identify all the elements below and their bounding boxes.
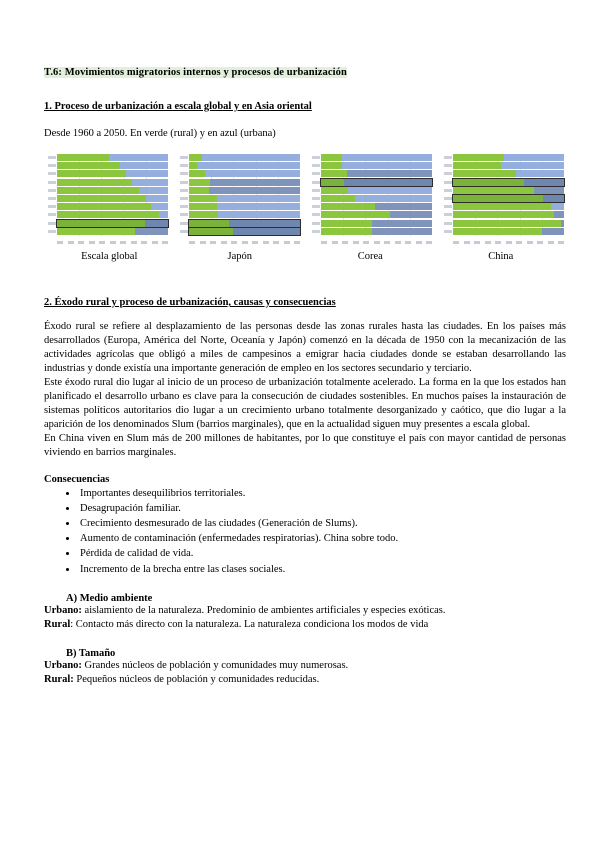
bar-segment-rural <box>321 220 372 227</box>
bar-segment-urbana <box>132 179 168 186</box>
x-tick-label <box>189 241 195 244</box>
y-tick-label <box>310 228 320 235</box>
bar-segment-rural <box>453 170 516 177</box>
y-tick-label <box>178 170 188 177</box>
block-a-heading: A) Medio ambiente <box>66 592 153 604</box>
bar-segment-urbana <box>126 170 168 177</box>
x-tick-label <box>332 241 338 244</box>
section-1-heading: 1. Proceso de urbanización a escala global y en Asia oriental <box>44 101 312 112</box>
y-tick-label <box>178 179 188 186</box>
bar-segment-urbana <box>159 211 168 218</box>
bar-segment-rural <box>57 179 132 186</box>
x-tick-label <box>284 241 290 244</box>
chart-plot-japon <box>189 154 300 236</box>
bar-row <box>57 203 168 210</box>
bar-row <box>189 179 300 186</box>
chart-plot-corea <box>321 154 432 236</box>
x-tick-label <box>221 241 227 244</box>
x-tick-label <box>110 241 116 244</box>
x-tick-label <box>506 241 512 244</box>
x-tick-label <box>210 241 216 244</box>
y-tick-label <box>46 228 56 235</box>
y-tick-label <box>310 203 320 210</box>
paragraph-china-slum: En China viven en Slum más de 200 millones de habitantes, por lo que constituye el país con mayor cantidad de personas viviendo en barrios marginales. <box>44 432 566 458</box>
bar-segment-urbana <box>342 162 432 169</box>
bar-segment-urbana <box>542 228 564 235</box>
chart-plot-global <box>57 154 168 236</box>
bar-segment-urbana <box>501 162 564 169</box>
x-tick-label <box>405 241 411 244</box>
bar-segment-rural <box>57 220 145 227</box>
block-a-rural <box>44 618 566 632</box>
section2-heading-line <box>44 292 566 320</box>
block-a-rural-text: : Contacto más directo con la naturaleza. La naturaleza condiciona los modos de vida <box>70 619 429 631</box>
consecuencias-list <box>44 486 566 577</box>
y-tick-label <box>442 179 452 186</box>
bar-segment-urbana <box>372 228 432 235</box>
chart-corea <box>308 151 434 247</box>
bar-row <box>57 162 168 169</box>
bars-japon <box>189 154 300 235</box>
bar-segment-rural <box>57 187 139 194</box>
bar-row <box>453 154 564 161</box>
bar-segment-urbana <box>504 154 564 161</box>
block-a-rural-label: Rural <box>44 619 71 631</box>
x-tick-label <box>384 241 390 244</box>
block-a-urbano <box>44 604 566 618</box>
x-tick-label <box>353 241 359 244</box>
block-b-rural-text: Pequeños núcleos de población y comunidades reducidas. <box>73 674 320 686</box>
y-tick-label <box>46 220 56 227</box>
bar-segment-urbana <box>218 211 300 218</box>
bar-segment-rural <box>189 179 210 186</box>
y-tick-label <box>310 170 320 177</box>
x-tick-label <box>548 241 554 244</box>
bar-row <box>57 195 168 202</box>
bar-segment-urbana <box>342 154 432 161</box>
bar-segment-rural <box>453 211 554 218</box>
x-tick-label <box>537 241 543 244</box>
x-axis-global <box>57 236 168 246</box>
bar-segment-rural <box>189 162 197 169</box>
bar-segment-rural <box>321 154 342 161</box>
bar-row <box>57 220 168 227</box>
chart-strip <box>44 151 566 247</box>
bar-segment-rural <box>453 220 561 227</box>
block-b-urbano-label: Urbano: <box>44 660 82 672</box>
chart-caption-japon: Japón <box>227 251 252 262</box>
y-tick-label <box>46 211 56 218</box>
bar-row <box>453 179 564 186</box>
list-item: • Crecimiento desmesurado de las ciudades (Generación de Slums). <box>78 516 566 531</box>
bar-segment-rural <box>57 162 120 169</box>
section-2-heading: 2. Éxodo rural y proceso de urbanización, causas y consecuencias <box>44 297 336 308</box>
bar-row <box>321 187 432 194</box>
bar-segment-urbana <box>217 203 300 210</box>
y-tick-label <box>442 211 452 218</box>
bar-segment-urbana <box>210 179 300 186</box>
y-tick-label <box>46 195 56 202</box>
block-a-urbano-label: Urbano: <box>44 604 82 616</box>
x-tick-label <box>395 241 401 244</box>
bar-row <box>453 228 564 235</box>
x-tick-label <box>464 241 470 244</box>
y-tick-label <box>442 203 452 210</box>
bar-segment-urbana <box>229 220 300 227</box>
x-tick-label <box>57 241 63 244</box>
bar-segment-rural <box>189 195 217 202</box>
bar-segment-urbana <box>347 170 432 177</box>
bar-segment-rural <box>453 179 524 186</box>
block-b-rural-label: Rural: <box>44 674 74 686</box>
bar-segment-rural <box>57 211 159 218</box>
bar-segment-rural <box>57 228 135 235</box>
bar-segment-rural <box>57 195 146 202</box>
x-tick-label <box>294 241 300 244</box>
block-b-urbano <box>44 659 566 673</box>
bar-segment-rural <box>321 179 344 186</box>
bar-segment-urbana <box>561 220 564 227</box>
x-tick-label <box>453 241 459 244</box>
bar-segment-urbana <box>516 170 564 177</box>
bar-row <box>453 187 564 194</box>
bar-segment-urbana <box>233 228 300 235</box>
chart-china <box>440 151 566 247</box>
x-tick-label <box>263 241 269 244</box>
paragraph-urbanizacion: Este éxodo rural dio lugar al inicio de un proceso de urbanización totalmente acelerado. La forma en la que los estados han planificado el desarrollo urbano es clave para la consecución de ciudades sostenibles. En muchos países la instauración de sistemas políticos autoritarios dio lugar a un crecimiento urbano totalmente desorganizado y caótico, que dio lugar a la aparición de los denominados Slum (barrios marginales), que en la actualidad siguen muy presentes a escala global. <box>44 376 566 430</box>
bar-segment-rural <box>189 220 229 227</box>
x-tick-label <box>89 241 95 244</box>
bar-segment-urbana <box>145 220 168 227</box>
bar-segment-rural <box>57 170 126 177</box>
bar-row <box>321 170 432 177</box>
x-tick-label <box>141 241 147 244</box>
bar-segment-urbana <box>205 170 300 177</box>
y-tick-label <box>178 195 188 202</box>
bar-row <box>57 154 168 161</box>
bar-row <box>321 211 432 218</box>
y-tick-label <box>310 179 320 186</box>
bar-segment-rural <box>453 195 543 202</box>
x-tick-label <box>416 241 422 244</box>
chart-caption-corea: Corea <box>357 251 383 262</box>
bar-segment-rural <box>57 203 151 210</box>
bar-row <box>321 220 432 227</box>
bar-row <box>189 211 300 218</box>
block-b-heading: B) Tamaño <box>66 648 116 660</box>
x-tick-label <box>252 241 258 244</box>
bar-segment-rural <box>189 154 202 161</box>
y-tick-label <box>178 187 188 194</box>
section1-heading-line <box>44 96 566 128</box>
bar-segment-urbana <box>554 211 564 218</box>
bar-row <box>453 162 564 169</box>
y-tick-label <box>442 195 452 202</box>
x-axis-japon <box>189 236 300 246</box>
bar-segment-urbana <box>139 187 168 194</box>
y-tick-label <box>178 162 188 169</box>
bar-segment-rural <box>321 170 347 177</box>
bar-row <box>57 228 168 235</box>
y-tick-label <box>442 154 452 161</box>
y-tick-label <box>178 211 188 218</box>
section-1-lead: Desde 1960 a 2050. En verde (rural) y en azul (urbana) <box>44 128 276 139</box>
y-tick-label <box>442 187 452 194</box>
bar-segment-rural <box>453 187 534 194</box>
paragraph-exodo-rural: Éxodo rural se refiere al desplazamiento de las personas desde las zonas rurales hasta las ciudades. En los países más desarrollados (Europa, América del Norte, Oceanía y Japón) comenzó en la década de 1950 con la mecanización de las actividades agrícolas que obligó a miles de campesinos a emigrar hacia ciudades donde se estaban desarrollando las industrias y donde existía una importante generación de empleo en los sectores secundario y terciario. <box>44 321 566 374</box>
list-item: • Desagrupación familiar. <box>78 501 566 516</box>
y-tick-label <box>46 170 56 177</box>
y-tick-label <box>178 154 188 161</box>
x-tick-label <box>474 241 480 244</box>
bars-china <box>453 154 564 235</box>
bar-segment-urbana <box>344 179 432 186</box>
x-tick-label <box>68 241 74 244</box>
bar-row <box>189 195 300 202</box>
y-tick-label <box>178 203 188 210</box>
x-tick-label <box>273 241 279 244</box>
y-tick-label <box>442 220 452 227</box>
chart-caption-china: China <box>488 251 514 262</box>
bar-row <box>321 195 432 202</box>
bar-row <box>453 211 564 218</box>
x-tick-label <box>78 241 84 244</box>
bar-segment-urbana <box>355 195 432 202</box>
bar-segment-rural <box>453 162 501 169</box>
bar-segment-rural <box>189 211 218 218</box>
bar-segment-urbana <box>348 187 432 194</box>
x-axis-corea <box>321 236 432 246</box>
x-tick-label <box>495 241 501 244</box>
bar-row <box>453 195 564 202</box>
bar-segment-urbana <box>217 195 300 202</box>
x-tick-label <box>231 241 237 244</box>
y-tick-label <box>310 154 320 161</box>
x-tick-label <box>242 241 248 244</box>
bar-row <box>189 170 300 177</box>
chart-escala-global <box>44 151 170 247</box>
y-tick-label <box>46 203 56 210</box>
bar-segment-urbana <box>209 187 300 194</box>
bar-segment-urbana <box>202 154 300 161</box>
y-tick-label <box>178 220 188 227</box>
y-tick-label <box>310 195 320 202</box>
bar-segment-urbana <box>197 162 300 169</box>
y-tick-label <box>442 228 452 235</box>
title-line <box>44 62 566 96</box>
x-tick-label <box>374 241 380 244</box>
bar-segment-urbana <box>534 187 564 194</box>
bar-row <box>189 162 300 169</box>
bar-row <box>453 170 564 177</box>
x-tick-label <box>363 241 369 244</box>
bar-segment-rural <box>321 203 375 210</box>
y-tick-label <box>46 179 56 186</box>
y-tick-label <box>310 187 320 194</box>
bar-segment-urbana <box>390 211 432 218</box>
bar-segment-rural <box>453 203 551 210</box>
bar-row <box>189 203 300 210</box>
bar-row <box>189 187 300 194</box>
bar-segment-urbana <box>551 203 564 210</box>
list-item: • Importantes desequilibrios territoriales. <box>78 486 566 501</box>
bar-segment-urbana <box>146 195 168 202</box>
bar-row <box>57 179 168 186</box>
x-tick-label <box>426 241 432 244</box>
bar-row <box>189 228 300 235</box>
x-tick-label <box>152 241 158 244</box>
chart-plot-china <box>453 154 564 236</box>
x-tick-label <box>162 241 168 244</box>
bar-segment-rural <box>189 228 233 235</box>
y-tick-label <box>46 162 56 169</box>
bar-row <box>57 211 168 218</box>
bar-row <box>453 220 564 227</box>
bar-segment-rural <box>189 170 205 177</box>
bar-segment-urbana <box>543 195 564 202</box>
x-axis-china <box>453 236 564 246</box>
bar-row <box>189 220 300 227</box>
block-b-urbano-text: Grandes núcleos de población y comunidades muy numerosas. <box>81 660 349 672</box>
bar-row <box>321 203 432 210</box>
bar-segment-rural <box>453 154 504 161</box>
x-tick-label <box>120 241 126 244</box>
y-tick-label <box>310 220 320 227</box>
bar-segment-urbana <box>375 203 432 210</box>
chart-caption-global: Escala global <box>81 251 138 262</box>
y-tick-label <box>310 162 320 169</box>
bar-segment-rural <box>321 187 348 194</box>
bar-segment-urbana <box>372 220 432 227</box>
x-tick-label <box>342 241 348 244</box>
bar-segment-urbana <box>135 228 168 235</box>
bar-row <box>321 228 432 235</box>
consecuencias-heading: Consecuencias <box>44 473 110 485</box>
block-b-rural <box>44 673 566 687</box>
bar-segment-rural <box>321 195 355 202</box>
bar-row <box>453 203 564 210</box>
y-tick-label <box>442 170 452 177</box>
bar-row <box>57 187 168 194</box>
bar-segment-rural <box>189 203 217 210</box>
bar-segment-rural <box>57 154 109 161</box>
y-tick-label <box>46 154 56 161</box>
bar-segment-rural <box>189 187 209 194</box>
bar-segment-rural <box>453 228 542 235</box>
x-tick-label <box>516 241 522 244</box>
bar-segment-rural <box>321 211 390 218</box>
bar-segment-rural <box>321 162 342 169</box>
y-tick-label <box>310 211 320 218</box>
list-item: • Aumento de contaminación (enfermedades respiratorias). China sobre todo. <box>78 531 566 546</box>
y-tick-label <box>442 162 452 169</box>
bars-global <box>57 154 168 235</box>
chart-japon <box>176 151 302 247</box>
bar-segment-urbana <box>524 179 564 186</box>
bar-segment-urbana <box>120 162 168 169</box>
list-item: • Incremento de la brecha entre las clases sociales. <box>78 562 566 577</box>
list-item: • Pérdida de calidad de vida. <box>78 546 566 561</box>
bar-row <box>189 154 300 161</box>
bars-corea <box>321 154 432 235</box>
y-tick-label <box>46 187 56 194</box>
block-a-urbano-text: aislamiento de la naturaleza. Predominio de ambientes artificiales y especies exóticas. <box>81 604 446 616</box>
bar-segment-rural <box>321 228 372 235</box>
x-tick-label <box>99 241 105 244</box>
bar-row <box>321 179 432 186</box>
x-tick-label <box>200 241 206 244</box>
bar-segment-urbana <box>151 203 168 210</box>
bar-row <box>321 154 432 161</box>
bar-segment-urbana <box>109 154 168 161</box>
x-tick-label <box>485 241 491 244</box>
x-tick-label <box>558 241 564 244</box>
x-tick-label <box>321 241 327 244</box>
y-tick-label <box>178 228 188 235</box>
bar-row <box>321 162 432 169</box>
document-title: T.6: Movimientos migratorios internos y procesos de urbanización <box>44 67 347 78</box>
bar-row <box>57 170 168 177</box>
x-tick-label <box>131 241 137 244</box>
x-tick-label <box>527 241 533 244</box>
chart-captions <box>44 251 566 262</box>
